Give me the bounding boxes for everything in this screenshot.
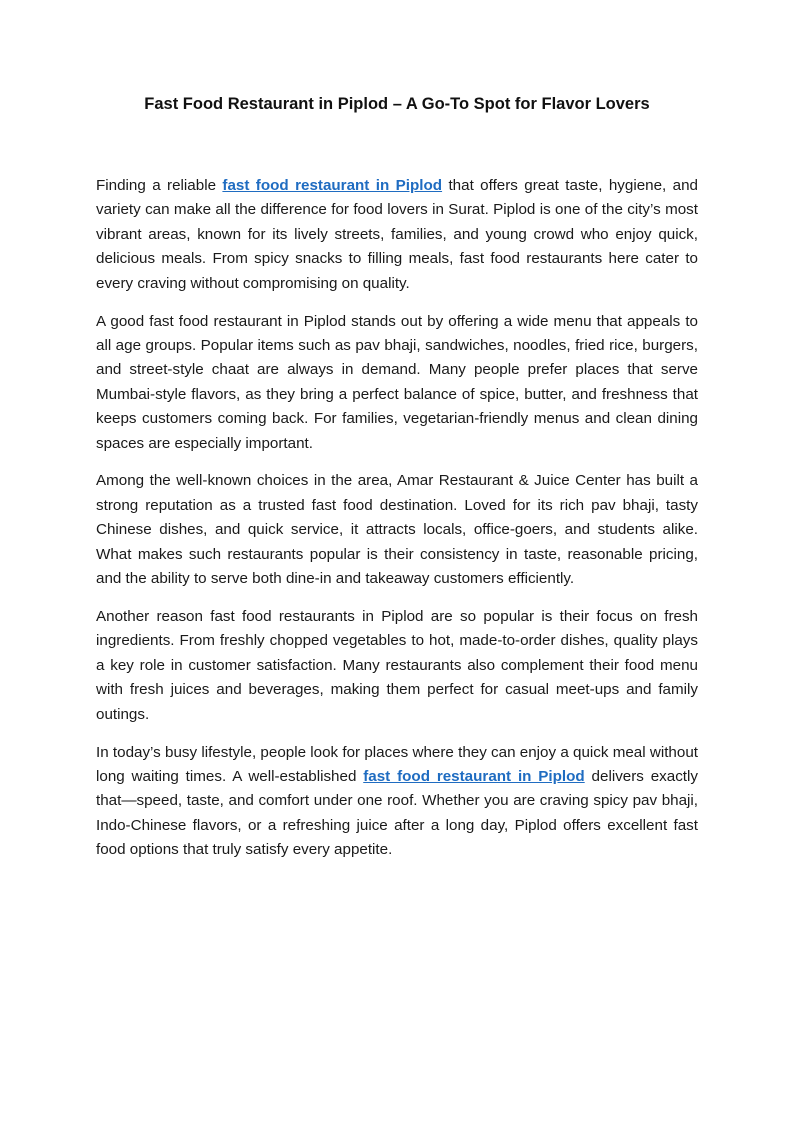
fast-food-restaurant-link-2[interactable]: fast food restaurant in Piplod — [363, 767, 585, 785]
document-title: Fast Food Restaurant in Piplod – A Go-To Spot for Flavor Lovers — [144, 95, 650, 113]
paragraph-1-text-after: that offers great taste, hygiene, and variety can make all the difference for food lovers in Surat. Piplod is one of the city’s most vibrant areas, known for its lively streets, families, and young crowd who enjoy quick, delicious meals. From spicy snacks to filling meals, fast food restaurants here cater to every craving without compromising on quality. — [96, 177, 698, 292]
paragraph-3: Among the well-known choices in the area, Amar Restaurant & Juice Center has built a strong reputation as a trusted fast food destination. Loved for its rich pav bhaji, tasty Chinese dishes, and quick service, it attracts locals, office-goers, and students alike. What makes such restaurants popular is their consistency in taste, reasonable pricing, and the ability to serve both dine-in and takeaway customers efficiently. — [96, 472, 698, 588]
paragraph-1 — [96, 174, 698, 296]
paragraph-5-text-before: In today’s busy lifestyle, people look for places where they can enjoy a quick meal without long waiting times. A well-established — [96, 743, 698, 785]
document-page — [96, 92, 698, 876]
paragraph-5-text-after: delivers exactly that—speed, taste, and comfort under one roof. Whether you are craving spicy pav bhaji, Indo-Chinese flavors, or a refreshing juice after a long day, Piplod offers excellent fast food options that truly satisfy every appetite. — [96, 767, 698, 859]
paragraph-4: Another reason fast food restaurants in Piplod are so popular is their focus on fresh ingredients. From freshly chopped vegetables to hot, made-to-order dishes, quality plays a key role in customer satisfaction. Many restaurants also complement their food menu with fresh juices and beverages, making them perfect for casual meet-ups and family outings. — [96, 608, 698, 723]
paragraph-2: A good fast food restaurant in Piplod stands out by offering a wide menu that appeals to all age groups. Popular items such as pav bhaji, sandwiches, noodles, fried rice, burgers, and street-style chaat are always in demand. Many people prefer places that serve Mumbai-style flavors, as they bring a perfect balance of spice, butter, and freshness that keeps customers coming back. For families, vegetarian-friendly menus and clean dining spaces are especially important. — [96, 312, 698, 452]
paragraph-1-text-before: Finding a reliable — [96, 177, 223, 194]
fast-food-restaurant-link-1[interactable]: fast food restaurant in Piplod — [222, 177, 443, 194]
paragraph-5 — [96, 741, 698, 863]
